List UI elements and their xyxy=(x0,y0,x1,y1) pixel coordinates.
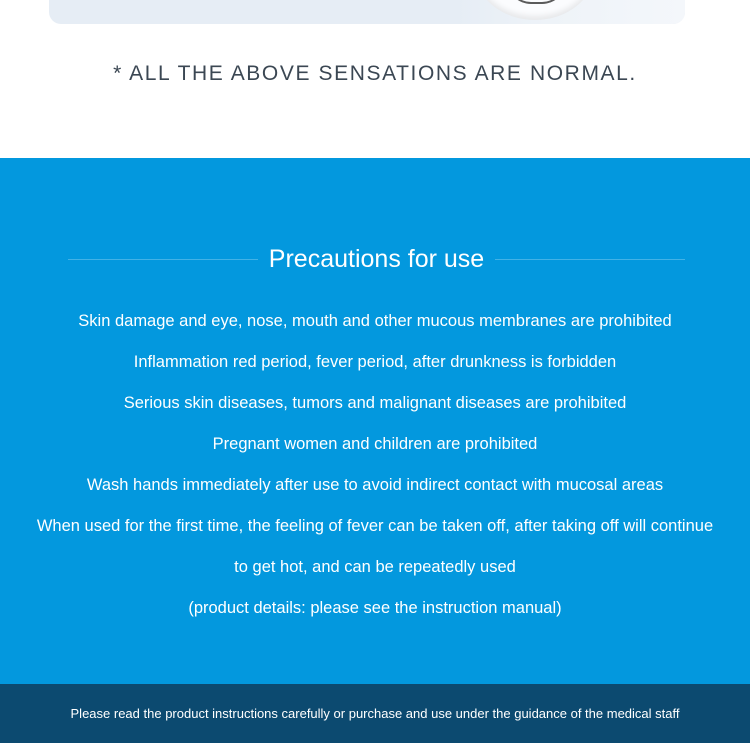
precautions-title: Precautions for use xyxy=(268,245,485,273)
top-image-card xyxy=(49,0,685,24)
doctor-portrait-image xyxy=(455,0,685,24)
precaution-item: Wash hands immediately after use to avoid indirect contact with mucosal areas xyxy=(86,476,664,494)
footer-disclaimer: Please read the product instructions carefully or purchase and use under the guidance of the medical staff xyxy=(70,706,680,721)
precaution-item: (product details: please see the instruction manual) xyxy=(188,599,562,617)
precautions-panel xyxy=(0,158,750,684)
precautions-heading xyxy=(68,240,685,278)
precaution-item: When used for the first time, the feeling of fever can be taken off, after taking off will continue xyxy=(36,517,714,535)
precaution-item: Pregnant women and children are prohibited xyxy=(212,435,538,453)
footer-bar xyxy=(0,684,750,743)
sensations-note: * ALL THE ABOVE SENSATIONS ARE NORMAL. xyxy=(113,62,637,85)
precaution-item: Serious skin diseases, tumors and malignant diseases are prohibited xyxy=(123,394,627,412)
precaution-item: Skin damage and eye, nose, mouth and other mucous membranes are prohibited xyxy=(78,312,672,330)
precaution-item: Inflammation red period, fever period, after drunkness is forbidden xyxy=(133,353,617,371)
precaution-item: to get hot, and can be repeatedly used xyxy=(234,558,516,576)
precautions-list xyxy=(0,301,750,629)
